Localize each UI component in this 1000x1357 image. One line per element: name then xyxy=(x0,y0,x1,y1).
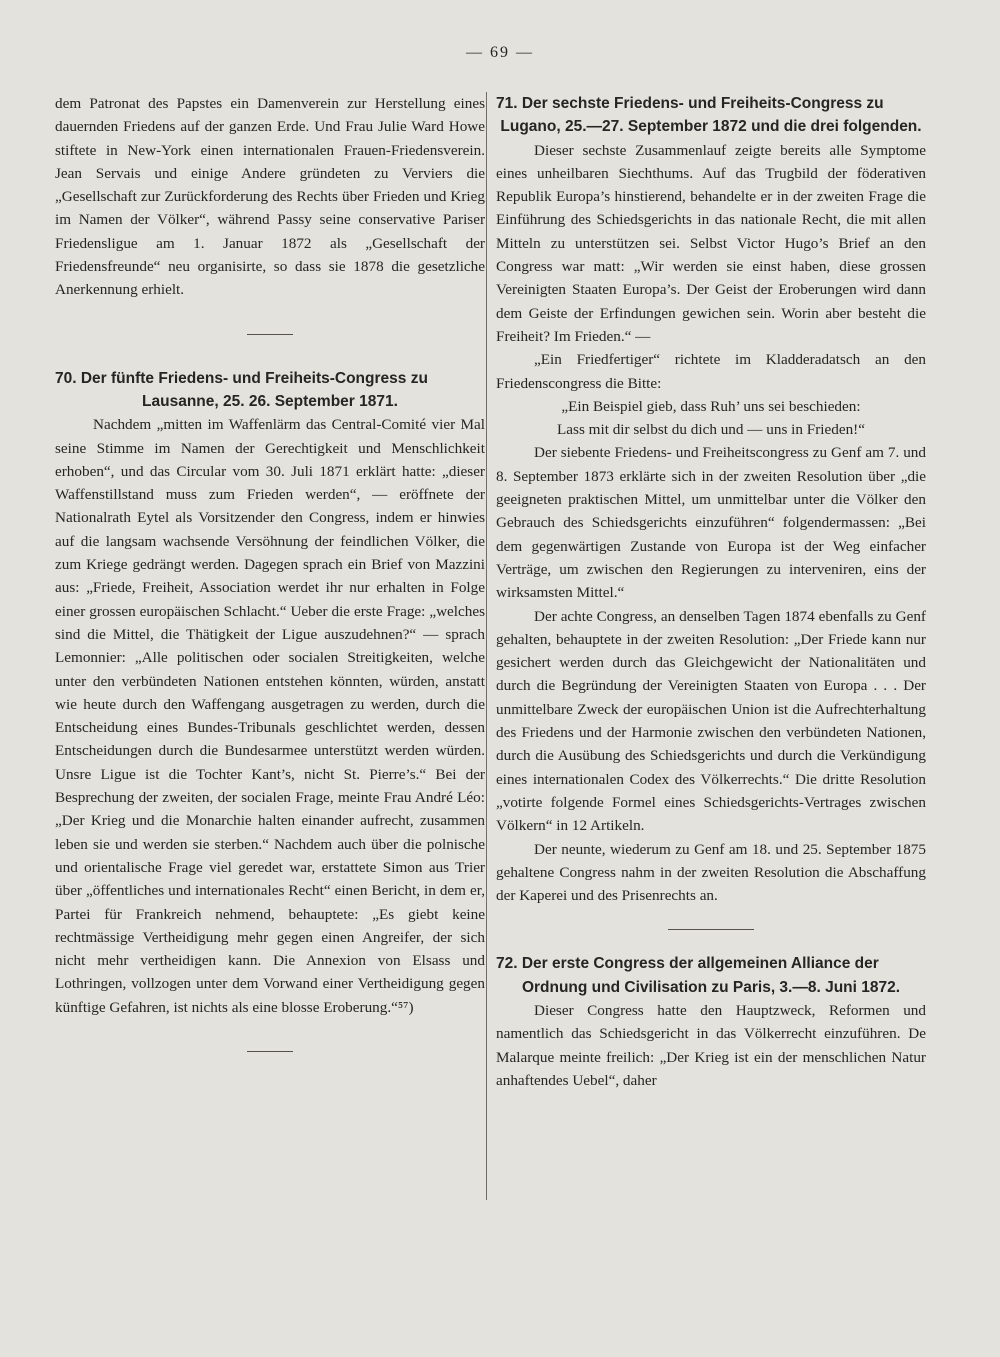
paragraph: Der neunte, wiederum zu Genf am 18. und 25. September 1875 gehaltene Congress nahm in der zweiten Resolution die Abschaffung der Kaperei und des Prisenrechts an. xyxy=(496,840,926,905)
heading-line: 72. Der erste Congress der allgemeinen Alliance der xyxy=(496,955,879,973)
column-divider xyxy=(486,92,487,1200)
page-number: — 69 — xyxy=(466,44,534,61)
section-separator xyxy=(247,334,293,335)
heading-line: Lausanne, 25. 26. September 1871. xyxy=(142,392,398,410)
paragraph: Der siebente Friedens- und Freiheitscongress zu Genf am 7. und 8. September 1873 erklärte sich in der zweiten Resolution über „die geeigneten praktischen Mittel, um unmittelbar unter die Völker den Gebrauch des Schiedsgerichts einzuführen“ folgendermassen: „Bei dem gegenwärtigen Zustande von Europa ist der Weg einfacher Verträge, um zwischen den Regierungen zu interveniren, eins der wirksamsten Mittel.“ xyxy=(496,444,926,602)
section-separator xyxy=(668,929,754,930)
heading-line: 70. Der fünfte Friedens- und Freiheits-Congress zu xyxy=(55,369,428,387)
verse-line: „Ein Beispiel gieb, dass Ruh’ uns sei beschieden: xyxy=(561,397,861,415)
paragraph: dem Patronat des Papstes ein Damenverein zur Herstellung eines dauernden Friedens auf der ganzen Erde. Und Frau Julie Ward Howe stiftete in New-York einen internationalen Frauen-Friedensverein. Jean Servais und einige Andere gründeten zu Verviers die „Gesellschaft zur Zurückforderung des Rechts über Frieden und Krieg im Namen der Völker“, während Passy seine conservative Pariser Friedensligue am 1. Januar 1872 als „Gesellschaft der Friedensfreunde“ neu organisirte, so dass sie 1878 die gesetzliche Anerkennung erhielt. xyxy=(55,95,485,299)
paragraph: Nachdem „mitten im Waffenlärm das Central-Comité vier Mal seine Stimme im Namen der Gerechtigkeit und Menschlichkeit erhoben“, und das Circular vom 30. Juli 1871 erklärt hatte: „dieser Waffenstillstand muss zum Frieden werden“, — eröffnete der Nationalrath Eytel als Vorsitzender den Congress, indem er hinwies auf die langsam wachsende Versöhnung der feindlichen Völker, die zum Kriege gedrängt werden. Dagegen sprach ein Brief von Mazzini aus: „Friede, Freiheit, Association werdet ihr nur erhalten in Folge einer grossen europäischen Schlacht.“ Ueber die erste Frage: „welches sind die Mittel, die Thätigkeit der Ligue auszudehnen?“ — sprach Lemonnier: „Alle politischen oder socialen Streitigkeiten, welche unter den verbündeten Nationen entstehen könnten, würden, anstatt wie heute durch den Waffengang ausgetragen zu werden, durch die Entscheidung eines Bundes-Tribunals geschlichtet werden, dessen Entscheidungen durch die Bundesarmee unterstützt werden würden. Unsre Ligue ist die Tochter Kant’s, nicht St. Pierre’s.“ Bei der Besprechung der zweiten, der socialen Frage, meinte Frau André Léo: „Der Krieg und die Monarchie halten einander aufrecht, zusammen leben sie und werden sie sterben.“ Nachdem auch über die polnische und orientalische Frage viel geredet war, erstattete Simon aus Trier über „öffentliches und internationales Recht“ einen Bericht, in dem er, Partei für Frankreich nehmend, behauptete: „Es giebt keine rechtmässige Vertheidigung mehr gegen einen Angreifer, der sich nicht mehr vertheidigen kann. Die Annexion von Elsass und Lothringen, vollzogen unter dem Vorwand einer Vertheidigung gegen künftige Gefahren, ist nichts als eine blosse Eroberung.“⁵⁷) xyxy=(55,416,485,1016)
heading-line: Lugano, 25.—27. September 1872 und die drei folgenden. xyxy=(500,118,922,136)
paragraph: Dieser sechste Zusammenlauf zeigte bereits alle Symptome eines unheilbaren Siechthums. Auf das Trugbild der föderativen Republik Europa’s hinstierend, behandelte er in der zweiten Frage die Einführung des Schiedsgerichts in das nationale Recht, die mit allen Mitteln zu unterstützen sei. Selbst Victor Hugo’s Brief an den Congress war matt: „Wir werden sie einst haben, diese grossen Vereinigten Staaten Europa’s. Der Geist der Eroberungen wird dann dem Geiste der Erfindungen gewichen sein. Worin aber besteht die Freiheit? Im Frieden.“ — xyxy=(496,141,926,345)
section-heading-70 xyxy=(55,367,485,414)
paragraph: Dieser Congress hatte den Hauptzweck, Reformen und namentlich das Schiedsgericht in das Völkerrecht einzuführen. De Malarque meinte freilich: „Der Krieg ist ein der menschlichen Natur anhaftendes Uebel“, daher xyxy=(496,1001,926,1089)
heading-line: 71. Der sechste Friedens- und Freiheits-Congress zu xyxy=(496,95,884,112)
section-heading-72 xyxy=(496,952,926,999)
right-column xyxy=(496,92,926,1092)
section-separator xyxy=(247,1051,293,1052)
verse-line: Lass mit dir selbst du dich und — uns in Frieden!“ xyxy=(557,421,865,439)
section-heading-71 xyxy=(496,92,926,139)
paragraph: „Ein Friedfertiger“ richtete im Kladderadatsch an den Friedenscongress die Bitte: xyxy=(496,351,926,392)
paragraph: Der achte Congress, an denselben Tagen 1874 ebenfalls zu Genf gehalten, behauptete in der zweiten Resolution: „Der Friede kann nur gesichert werden durch das Gleichgewicht der Nationalitäten und durch die Begründung der Vereinigten Staaten von Europa . . . Der unmittelbare Zweck der europäischen Union ist die Aufrechterhaltung des Friedens und der Harmonie zwischen den verbündeten Nationen, durch die Ausübung des Schiedsgerichts und durch die Verkündigung eines internationalen Codex des Völkerrechts.“ Die dritte Resolution „votirte folgende Formel eines Schiedsgerichts-Vertrages zwischen Völkern“ in 12 Artikeln. xyxy=(496,607,926,835)
heading-line: Ordnung und Civilisation zu Paris, 3.—8. Juni 1872. xyxy=(521,978,901,996)
left-column xyxy=(55,92,485,1052)
